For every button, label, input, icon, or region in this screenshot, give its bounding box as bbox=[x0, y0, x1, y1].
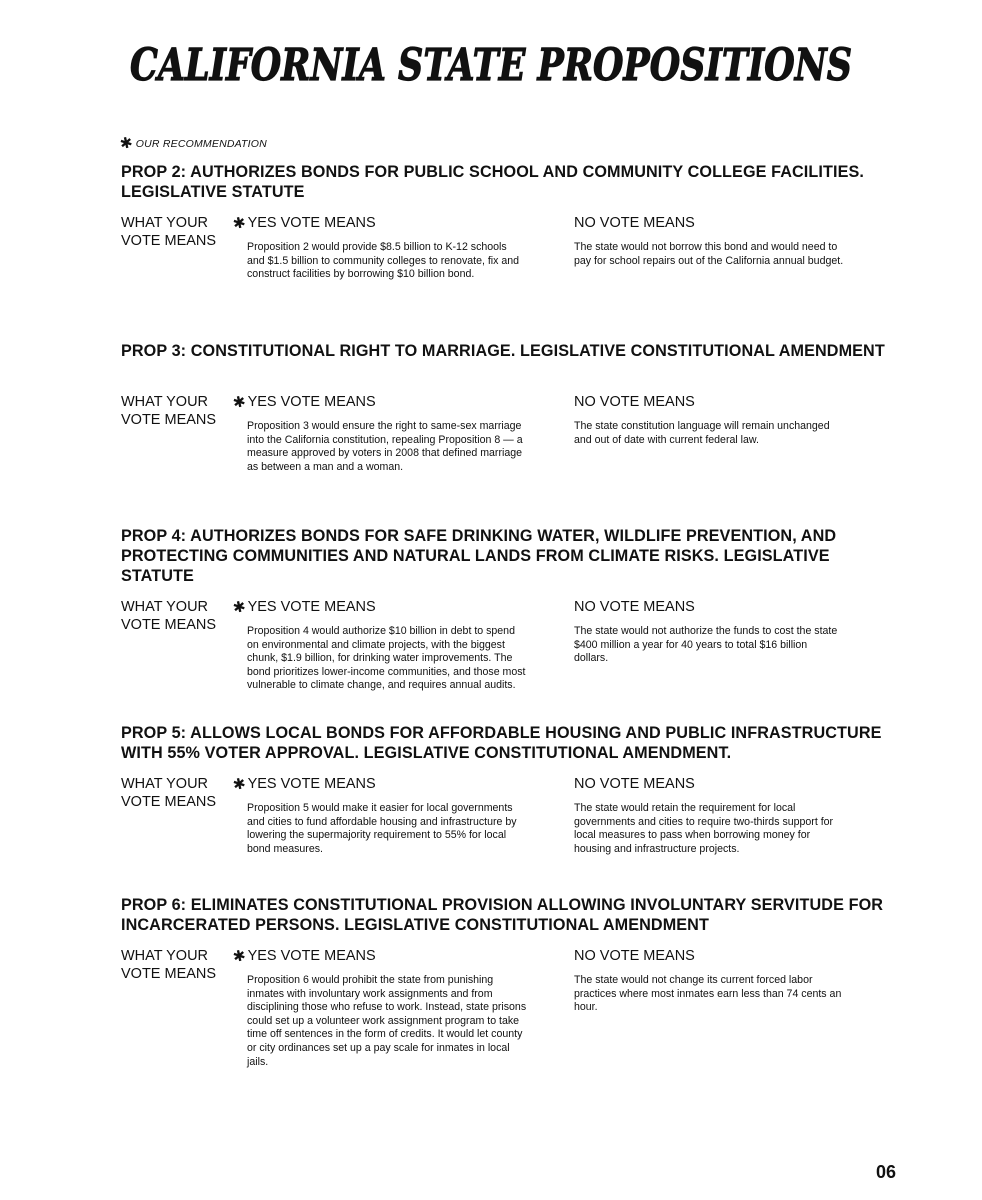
prop-6-title bbox=[121, 895, 891, 935]
prop-6-no-text: The state would not change its current forced labor practices where most inmates earn less than 74 cents an hour. bbox=[574, 974, 842, 1014]
prop-3-yes-text: Proposition 3 would ensure the right to same-sex marriage into the California constitution, repealing Proposition 8 — a measure approved by voters in 2008 that defined marriage as between a man and a woman. bbox=[247, 420, 523, 473]
yes-vote-heading-text: YES VOTE MEANS bbox=[247, 776, 376, 792]
prop-2-title-line2: LEGISLATIVE STATUTE bbox=[121, 183, 305, 201]
prop-5-title-line2: WITH 55% VOTER APPROVAL. LEGISLATIVE CONSTITUTIONAL AMENDMENT. bbox=[121, 744, 732, 762]
what-your-vote-means-label bbox=[121, 598, 221, 634]
star-icon: ✱ bbox=[231, 946, 248, 966]
yes-vote-heading-text: YES VOTE MEANS bbox=[247, 599, 376, 615]
vote-means-text: VOTE MEANS bbox=[121, 233, 217, 249]
vote-means-text: VOTE MEANS bbox=[121, 412, 217, 428]
star-icon: ✱ bbox=[231, 774, 248, 794]
prop-3-no-text: The state constitution language will remain unchanged and out of date with current federal law. bbox=[574, 420, 830, 446]
yes-vote-heading-text: YES VOTE MEANS bbox=[247, 948, 376, 964]
prop-3-section bbox=[121, 341, 891, 553]
no-vote-heading: NO VOTE MEANS bbox=[574, 394, 695, 410]
star-icon: ✱ bbox=[231, 597, 248, 617]
yes-vote-heading bbox=[233, 214, 523, 232]
yes-vote-heading-text: YES VOTE MEANS bbox=[247, 394, 376, 410]
prop-4-yes-column bbox=[231, 597, 526, 693]
what-your-vote-means-label bbox=[121, 947, 221, 983]
yes-vote-heading bbox=[233, 598, 523, 616]
prop-6-title-line2: INCARCERATED PERSONS. LEGISLATIVE CONSTITUTIONAL AMENDMENT bbox=[121, 916, 709, 934]
prop-4-no-column bbox=[574, 598, 854, 666]
vote-means-text: VOTE MEANS bbox=[121, 794, 217, 810]
star-icon: ✱ bbox=[231, 392, 248, 412]
page-title bbox=[130, 40, 860, 90]
prop-6-vote-row bbox=[121, 947, 891, 1107]
prop-6-yes-text: Proposition 6 would prohibit the state from punishing inmates with involuntary work assignments and from disciplining those who refuse to work. Instead, state prisons could set up a volunteer work assignment program to take time off sentences in the form of credits. It would let county or city ordinances set up a pay scale for inmates in local jails. bbox=[247, 974, 527, 1068]
no-vote-heading: NO VOTE MEANS bbox=[574, 776, 695, 792]
prop-3-no-column bbox=[574, 393, 854, 447]
prop-2-yes-column bbox=[233, 214, 523, 282]
what-your-text: WHAT YOUR bbox=[121, 776, 209, 792]
no-vote-heading: NO VOTE MEANS bbox=[574, 599, 695, 615]
prop-2-no-column bbox=[574, 214, 854, 268]
prop-2-no-text: The state would not borrow this bond and would need to pay for school repairs out of the California annual budget. bbox=[574, 241, 844, 267]
prop-5-yes-column bbox=[233, 775, 523, 856]
vote-means-text: VOTE MEANS bbox=[121, 966, 217, 982]
what-your-text: WHAT YOUR bbox=[121, 599, 209, 615]
yes-vote-heading bbox=[233, 775, 523, 793]
star-icon: ✱ bbox=[118, 133, 135, 154]
prop-5-no-column bbox=[574, 775, 854, 856]
prop-3-title bbox=[121, 341, 891, 361]
what-your-text: WHAT YOUR bbox=[121, 394, 209, 410]
prop-4-yes-text: Proposition 4 would authorize $10 billion in debt to spend on environmental and climate projects, with the biggest chunk, $1.9 billion, for drinking water improvements. The bond prioritizes lower-income communities, and those most vulnerable to climate change, and requires annual audits. bbox=[247, 625, 526, 692]
prop-5-title bbox=[121, 723, 891, 763]
what-your-vote-means-label bbox=[121, 214, 221, 250]
no-vote-heading: NO VOTE MEANS bbox=[574, 948, 695, 964]
prop-3-yes-column bbox=[233, 393, 523, 474]
what-your-text: WHAT YOUR bbox=[121, 215, 209, 231]
vote-means-text: VOTE MEANS bbox=[121, 617, 217, 633]
prop-6-no-column bbox=[574, 947, 854, 1015]
page-number: 06 bbox=[876, 1162, 897, 1182]
what-your-vote-means-label bbox=[121, 775, 221, 811]
recommendation-legend bbox=[118, 133, 267, 154]
prop-5-no-text: The state would retain the requirement for local governments and cities to require two-thirds support for local measures to pass when borrowing money for housing and infrastructure projects. bbox=[574, 802, 834, 855]
no-vote-heading: NO VOTE MEANS bbox=[574, 215, 695, 231]
recommendation-label: OUR RECOMMENDATION bbox=[135, 137, 267, 150]
page-title-text: CALIFORNIA STATE PROPOSITIONS bbox=[130, 40, 852, 91]
yes-vote-heading bbox=[233, 947, 523, 965]
prop-3-title-line1: PROP 3: CONSTITUTIONAL RIGHT TO MARRIAGE. LEGISLATIVE CONSTITUTIONAL AMENDMENT bbox=[121, 342, 885, 360]
prop-4-title-line2: PROTECTING COMMUNITIES AND NATURAL LANDS FROM CLIMATE RISKS. LEGISLATIVE STATUTE bbox=[121, 547, 830, 585]
yes-vote-heading-text: YES VOTE MEANS bbox=[247, 215, 376, 231]
prop-2-title-line1: PROP 2: AUTHORIZES BONDS FOR PUBLIC SCHOOL AND COMMUNITY COLLEGE FACILITIES. bbox=[121, 163, 864, 181]
prop-2-yes-text: Proposition 2 would provide $8.5 billion to K-12 schools and $1.5 billion to community colleges to renovate, fix and construct facilities by borrowing $10 billion bond. bbox=[247, 241, 520, 281]
star-icon: ✱ bbox=[231, 213, 248, 233]
prop-6-title-line1: PROP 6: ELIMINATES CONSTITUTIONAL PROVISION ALLOWING INVOLUNTARY SERVITUDE FOR bbox=[121, 896, 884, 914]
prop-2-title bbox=[121, 162, 891, 202]
prop-6-yes-column bbox=[231, 946, 527, 1069]
prop-4-title bbox=[121, 526, 891, 586]
what-your-vote-means-label bbox=[121, 393, 221, 429]
prop-4-title-line1: PROP 4: AUTHORIZES BONDS FOR SAFE DRINKING WATER, WILDLIFE PREVENTION, AND bbox=[121, 527, 837, 545]
what-your-text: WHAT YOUR bbox=[121, 948, 209, 964]
prop-5-title-line1: PROP 5: ALLOWS LOCAL BONDS FOR AFFORDABLE HOUSING AND PUBLIC INFRASTRUCTURE bbox=[121, 724, 882, 742]
yes-vote-heading bbox=[233, 393, 523, 411]
prop-5-yes-text: Proposition 5 would make it easier for local governments and cities to fund affordable housing and infrastructure by lowering the supermajority requirement to 55% for local bond measures. bbox=[247, 802, 517, 855]
prop-6-section bbox=[121, 895, 891, 1107]
prop-4-no-text: The state would not authorize the funds to cost the state $400 million a year for 40 years to total $16 billion dollars. bbox=[574, 625, 838, 665]
